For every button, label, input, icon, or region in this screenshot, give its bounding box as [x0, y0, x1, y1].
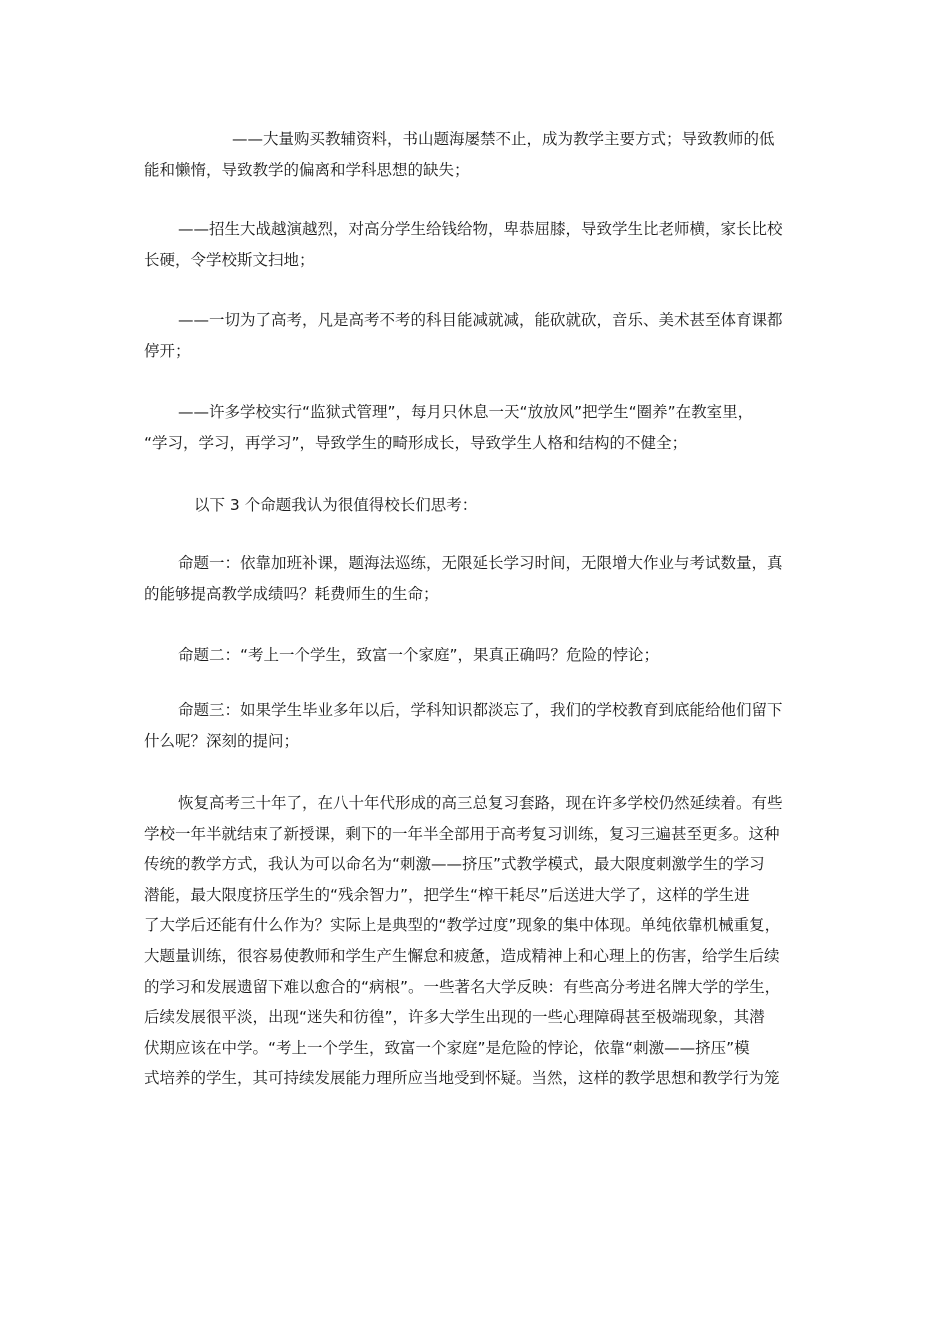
paragraph-line: ——招生大战越演越烈，对高分学生给钱给物，卑恭屈膝，导致学生比老师横，家长比校 [178, 220, 783, 238]
paragraph-enrollment-war [144, 214, 806, 275]
paragraph-line: ——许多学校实行“监狱式管理”，每月只休息一天“放放风”把学生“圈养”在教室里， [178, 403, 754, 421]
paragraph-gaokao-review [144, 788, 806, 1094]
paragraph-line: ——大量购买教辅资料，书山题海屡禁不止，成为教学主要方式；导致教师的低 [232, 130, 775, 148]
paragraph-proposition-one [144, 548, 806, 609]
paragraph-line: “学习，学习，再学习”，导致学生的畸形成长，导致学生人格和结构的不健全； [144, 433, 688, 452]
paragraph-line: 能和懒惰，导致教学的偏离和学科思想的缺失； [144, 160, 470, 179]
paragraph-proposition-two [144, 640, 806, 671]
paragraph-line: 命题二：“考上一个学生，致富一个家庭”，果真正确吗？危险的悖论； [178, 646, 660, 664]
paragraph-line: 以下 3 个命题我认为很值得校长们思考： [194, 496, 478, 514]
paragraph-prison-management [144, 397, 806, 458]
paragraph-line: 什么呢？深刻的提问； [144, 731, 300, 750]
paragraph-line: 了大学后还能有什么作为？实际上是典型的“教学过度”现象的集中体现。单纯依靠机械重复， [144, 916, 781, 935]
paragraph-proposition-three [144, 695, 806, 756]
paragraph-line: 大题量训练，很容易使教师和学生产生懈怠和疲惫，造成精神上和心理上的伤害，给学生后续 [144, 946, 780, 965]
paragraph-three-propositions-intro [144, 490, 806, 521]
paragraph-line: 后续发展很平淡，出现“迷失和彷徨”，许多大学生出现的一些心理障碍甚至极端现象，其潜 [144, 1008, 765, 1027]
paragraph-line: 停开； [144, 341, 191, 360]
paragraph-line: 伏期应该在中学。“考上一个学生，致富一个家庭”是危险的悖论，依靠“刺激——挤压”模 [144, 1038, 750, 1057]
paragraph-line: 命题三：如果学生毕业多年以后，学科知识都淡忘了，我们的学校教育到底能给他们留下 [178, 701, 783, 719]
paragraph-line: 长硬，令学校斯文扫地； [144, 250, 315, 269]
paragraph-line: 潜能，最大限度挤压学生的“残余智力”，把学生“榨干耗尽”后送进大学了，这样的学生进 [144, 885, 750, 904]
paragraph-line: 式培养的学生，其可持续发展能力理所应当地受到怀疑。当然，这样的教学思想和教学行为笼 [144, 1069, 780, 1088]
paragraph-line: 的能够提高教学成绩吗？耗费师生的生命； [144, 584, 439, 603]
paragraph-teaching-materials [144, 124, 806, 185]
paragraph-line: 学校一年半就结束了新授课，剩下的一年半全部用于高考复习训练，复习三遍甚至更多。这种 [144, 824, 780, 843]
paragraph-line: ——一切为了高考，凡是高考不考的科目能减就减，能砍就砍，音乐、美术甚至体育课都 [178, 311, 783, 329]
paragraph-exam-only [144, 305, 806, 366]
paragraph-line: 传统的教学方式，我认为可以命名为“刺激——挤压”式教学模式，最大限度刺激学生的学习 [144, 855, 765, 874]
paragraph-line: 命题一：依靠加班补课，题海法巡练，无限延长学习时间，无限增大作业与考试数量，真 [178, 554, 783, 572]
paragraph-line: 的学习和发展遗留下难以愈合的“病根”。一些著名大学反映：有些高分考进名牌大学的学生， [144, 977, 781, 996]
paragraph-line: 恢复高考三十年了，在八十年代形成的高三总复习套路，现在许多学校仍然延续着。有些 [178, 794, 783, 812]
